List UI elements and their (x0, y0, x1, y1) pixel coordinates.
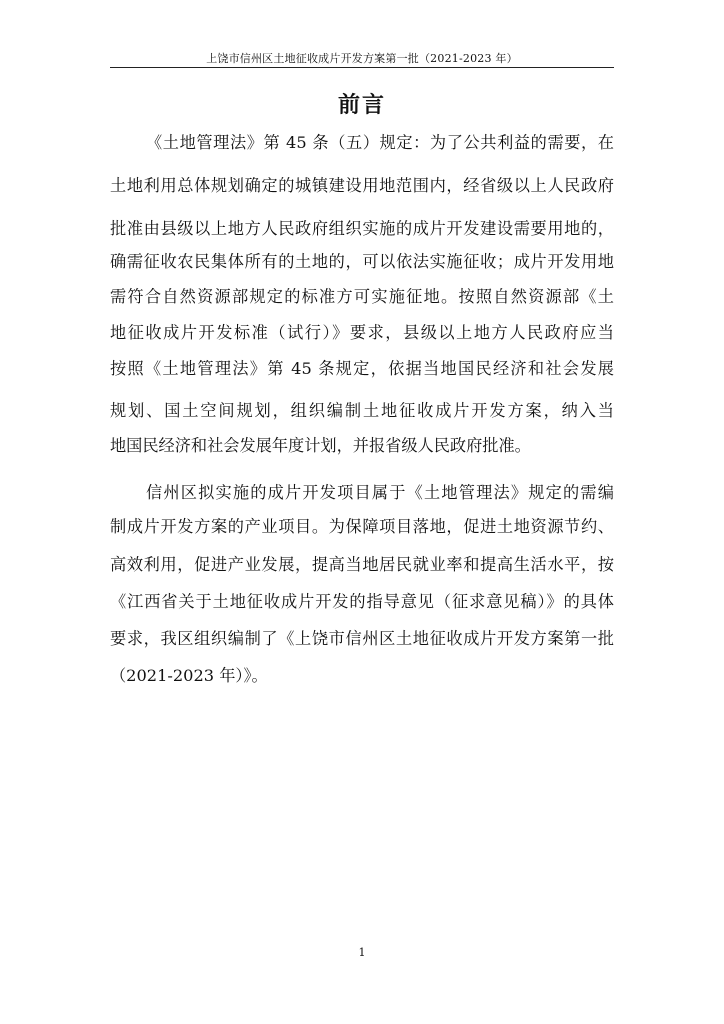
paragraph-line: 《土地管理法》第 45 条（五）规定：为了公共利益的需要，在 (146, 133, 614, 152)
paragraph-line: 需符合自然资源部规定的标准方可实施征地。按照自然资源部《土 (110, 287, 614, 306)
paragraph-line: （2021-2023 年）》。 (110, 666, 268, 685)
paragraph-line: 规划、国土空间规划，组织编制土地征收成片开发方案，纳入当 (110, 401, 614, 420)
running-header: 上饶市信州区土地征收成片开发方案第一批（2021-2023 年） (206, 52, 518, 65)
page-title: 前言 (337, 92, 386, 118)
paragraph-line: 制成片开发方案的产业项目。为保障项目落地，促进土地资源节约、 (110, 517, 614, 536)
header-rule (110, 67, 614, 68)
page-number: 1 (358, 946, 366, 959)
paragraph-line: 《江西省关于土地征收成片开发的指导意见（征求意见稿）》的具体 (110, 592, 614, 611)
paragraph-line: 地征收成片开发标准（试行）》要求，县级以上地方人民政府应当 (110, 323, 614, 342)
paragraph-line: 要求，我区组织编制了《上饶市信州区土地征收成片开发方案第一批 (110, 629, 614, 648)
paragraph-line: 土地利用总体规划确定的城镇建设用地范围内，经省级以上人民政府 (110, 176, 614, 195)
paragraph-line: 确需征收农民集体所有的土地的，可以依法实施征收；成片开发用地 (110, 252, 614, 271)
paragraph-line: 高效利用，促进产业发展，提高当地居民就业率和提高生活水平，按 (110, 555, 614, 574)
paragraph-line: 信州区拟实施的成片开发项目属于《土地管理法》规定的需编 (146, 483, 614, 502)
paragraph-line: 按照《土地管理法》第 45 条规定，依据当地国民经济和社会发展 (110, 359, 614, 378)
paragraph-line: 批准由县级以上地方人民政府组织实施的成片开发建设需要用地的， (110, 219, 614, 238)
paragraph-line: 地国民经济和社会发展年度计划，并报省级人民政府批准。 (110, 436, 531, 455)
